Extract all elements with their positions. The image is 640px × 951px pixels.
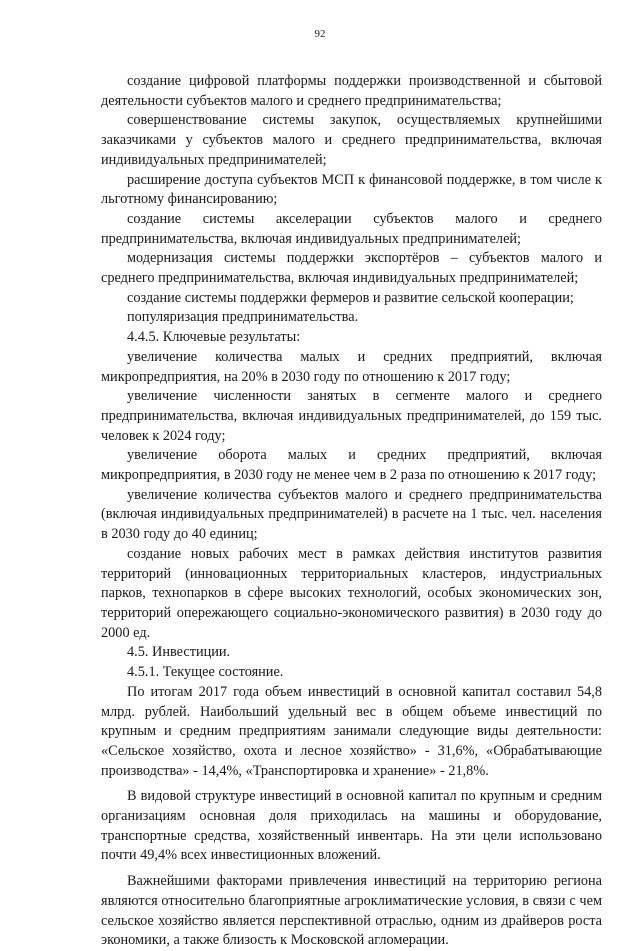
page-number: 92 [314,28,326,40]
paragraph-result-enterprises: увеличение количества малых и средних предприятий, включая микропредприятия, на 20% в 2030 году по отношению к 2017 году; [101,348,602,385]
body-text [101,72,602,951]
section-heading-investments: 4.5. Инвестиции. [127,644,231,661]
paragraph-investment-volume: По итогам 2017 года объем инвестиций в основной капитал составил 54,8 млрд. рублей. Наибольший удельный вес в общем объеме инвестиций по крупным и средним предприятиям занимали следующие виды деятельности: «Сельское хозяйство, охота и лесное хозяйство» - 31,6%, «Обрабатывающие производства» - 14,4%, «Транспортировка и хранение» - 21,8%. [101,683,602,779]
paragraph-acceleration: создание системы акселерации субъектов малого и среднего предпринимательства, включая индивидуальных предпринимателей; [101,210,602,247]
paragraph-investment-structure: В видовой структуре инвестиций в основной капитал по крупным и средним организациям основная доля приходилась на машины и оборудование, транспортные средства, хозяйственный инвентарь. На эти цели использовано почти 49,4% всех инвестиционных вложений. [101,788,602,864]
paragraph-procurement: совершенствование системы закупок, осуществляемых крупнейшими заказчиками у субъектов малого и среднего предпринимательства, включая индивидуальных предпринимателей; [101,112,602,168]
paragraph-investment-factors: Важнейшими факторами привлечения инвестиций на территорию региона являются относительно благоприятные агроклиматические условия, в связи с чем сельское хозяйство является перспективной отраслью, одним из драйверов роста экономики, а также близость к Московской агломерации. [101,873,602,949]
paragraph-financial-access: расширение доступа субъектов МСП к финансовой поддержке, в том числе к льготному финансированию; [101,171,602,208]
paragraph-result-jobs: создание новых рабочих мест в рамках действия институтов развития территорий (инновационных территориальных кластеров, индустриальных парков, технопарков в сфере высоких технологий, особых экономических зон, территорий опережающего социально-экономического развития) в 2030 году до 2000 ед. [101,545,602,641]
paragraph-farmer-support: создание системы поддержки фермеров и развитие сельской кооперации; [127,289,574,306]
paragraph-result-density: увеличение количества субъектов малого и среднего предпринимательства (включая индивидуальных предпринимателей) в расчете на 1 тыс. чел. населения в 2030 году до 40 единиц; [101,486,602,543]
paragraph-popularization: популяризация предпринимательства. [127,309,359,326]
paragraph-digital-platform: создание цифровой платформы поддержки производственной и сбытовой деятельности субъектов малого и среднего предпринимательства; [101,73,602,109]
paragraph-export-support: модернизация системы поддержки экспортёров – субъектов малого и среднего предпринимательства, включая индивидуальных предпринимателей; [101,250,602,287]
section-heading-current-state: 4.5.1. Текущее состояние. [127,664,284,681]
section-heading-key-results: 4.4.5. Ключевые результаты: [127,329,301,346]
paragraph-result-employment: увеличение численности занятых в сегменте малого и среднего предпринимательства, включая индивидуальных предпринимателей, до 159 тыс. человек к 2024 году; [101,388,602,444]
paragraph-result-turnover: увеличение оборота малых и средних предприятий, включая микропредприятия, в 2030 году не менее чем в 2 раза по отношению к 2017 году; [101,447,602,484]
